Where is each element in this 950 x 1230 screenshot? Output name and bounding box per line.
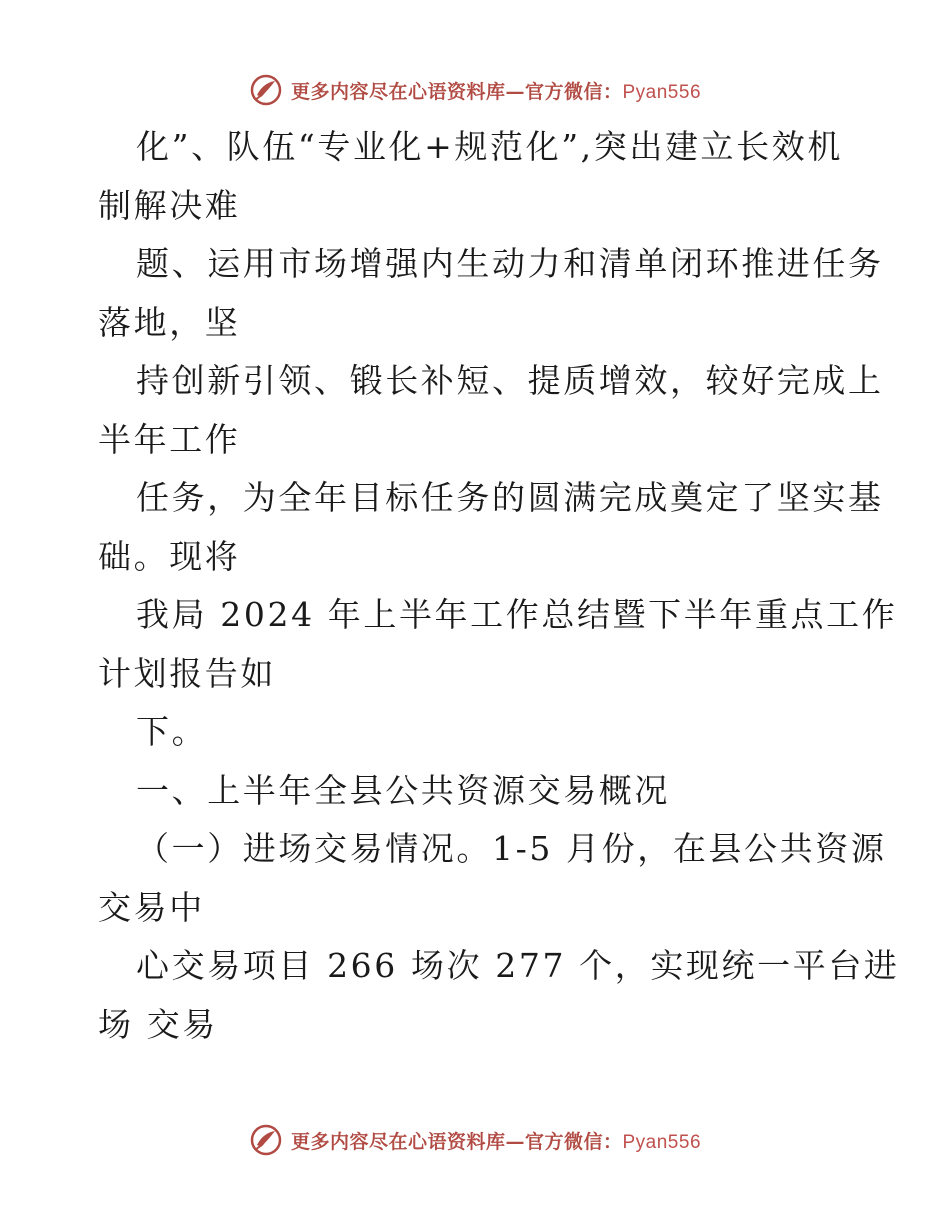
text-line: 制解决难	[98, 185, 241, 225]
text-line: （一）进场交易情况。1-5 月份，在县公共资源	[136, 829, 887, 868]
text-line: 化”、队伍“专业化+规范化”,突出建立长效机	[136, 127, 843, 166]
text-line: 场 交易	[98, 1004, 218, 1044]
pen-seal-logo-icon	[249, 73, 283, 107]
text-line: 交易中	[98, 887, 205, 927]
pen-seal-logo-icon	[249, 1123, 283, 1157]
text-line: 题、运用市场增强内生动力和清单闭环推进任务	[136, 244, 884, 283]
text-line: 下。	[136, 712, 208, 751]
text-line: 任务，为全年目标任务的圆满完成奠定了坚实基	[136, 478, 884, 517]
footer-watermark	[0, 1120, 950, 1160]
document-body	[98, 118, 900, 1054]
text-line: 计划报告如	[98, 653, 276, 693]
text-line: 半年工作	[98, 419, 241, 459]
text-line: 落地，坚	[98, 302, 241, 342]
section-heading: 一、上半年全县公共资源交易概况	[136, 770, 670, 810]
text-line: 持创新引领、锻长补短、提质增效，较好完成上	[136, 361, 884, 400]
watermark-text: 更多内容尽在心语资料库—官方微信：Pyan556	[290, 80, 702, 103]
text-line: 础。现将	[98, 536, 241, 576]
text-line: 我局 2024 年上半年工作总结暨下半年重点工作	[136, 595, 898, 634]
text-line: 心交易项目 266 场次 277 个，实现统一平台进	[136, 946, 900, 985]
watermark-text: 更多内容尽在心语资料库—官方微信：Pyan556	[290, 1130, 702, 1153]
header-watermark	[0, 70, 950, 110]
